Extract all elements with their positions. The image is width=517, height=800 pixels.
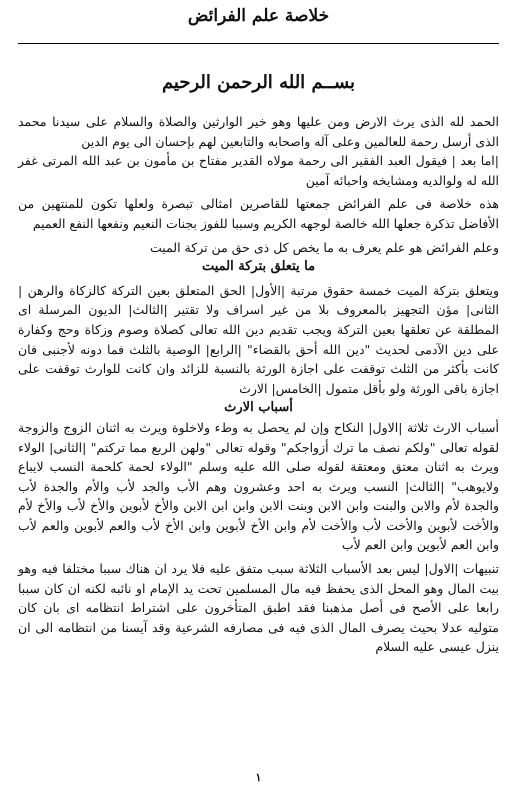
header-divider bbox=[18, 43, 499, 44]
paragraph-hamdala: الحمد لله الذى يرث الارض ومن عليها وهو خير الوارثين والصلاة والسلام على سيدنا محمد الذى أرسل رحمة للعالمين وعلى آله واصحابه والتابعين لهم بإحسان الى يوم الدين bbox=[18, 114, 499, 149]
document-body bbox=[18, 112, 499, 760]
basmala-heading: بســم الله الرحمن الرحيم bbox=[161, 72, 356, 93]
section-heading-estate: ما يتعلق بتركة الميت bbox=[201, 259, 316, 275]
paragraph-causes: أسباب الارث ثلاثة |الاول| النكاح وإن لم يحصل به وطء ولاخلوة ويرث به اثنان الزوج والزوجة لقوله تعالى "ولكم نصف ما ترك أزواجكم" وقوله تعالى "ولهن الربع مما تركتم" |الثانى| الولاء ويرث به اثنان معتق ومعتقة لقوله صلى الله عليه وسلم "الولاء لحمة كلحمة النسب لايباع ولايوهب" |الثالث| النسب ويرث به احد وعشرون وهم الأب والجد لأب والأم والجدة لأب والجدة لأم والابن والبنت وابن الابن وبنت الابن وابن ابن الابن والأخ لأبوين والأخ لأب والأخ لأم والأخت لأبوين والأخت لأب والأخت لأم وابن الأخ لأبوين وابن الأخ لأب والعم لأبوين والعم لأب وابن العم لأبوين وابن العم لأب bbox=[18, 419, 499, 553]
paragraph-estate-rights: ويتعلق بتركة الميت خمسة حقوق مرتبة |الأول| الحق المتعلق بعين التركة كالزكاة والرهن |الثانى| مؤن التجهيز بالمعروف بلا من غير اسراف ولا تقتير |الثالث| الديون المرسلة اى المطلقة عن تعلقها بعين التركة ويجب تقديم دين الله تعالى كصلاة وصوم وزكاة وحج وكفارة على دين الآدمى لحديث "دين الله أحق بالقضاء" |الرابع| الوصية بالثلث فما دونه لأجنبى فان كانت بأكثر من الثلث توقفت على اجازة الورثة بالنسبة للزائد وان كانت للوارث توقفت على اجازة باقى الورثة ولو بأقل متمول |الخامس| الارث bbox=[18, 282, 499, 396]
page-number: ١ bbox=[255, 771, 262, 784]
paragraph-notes: تنبيهات |الاول| ليس بعد الأسباب الثلاثة سبب متفق عليه فلا يرد ان هناك سببا مختلفا فيه وهو بيت المال وهو المحل الذى يحفظ فيه مال المسلمين تحت يد الإمام او نائبه لكنه ان كان سببا رابعا على الأصح فى أصل مذهبنا فقد اطبق المتأخرون على اشتراط انتظامه اى بان كان متوليه عدلا بحيث يصرف المال الذى فيه فى مصارفه الشرعية وقد آيسنا من انتظامه الى ان ينزل عيسى عليه السلام bbox=[18, 561, 499, 655]
paragraph-definition: وعلم الفرائض هو علم يعرف به ما يخص كل ذى حق من تركة الميت bbox=[150, 239, 499, 255]
paragraph-amma-bad: |اما بعد | فيقول العبد الفقير الى رحمة مولاه القدير مفتاح بن مأمون بن عبد الله المرتى غفر الله له ولوالديه ومشايخه واحبائه آمين bbox=[18, 153, 499, 188]
paragraph-summary-intro: هذه خلاصة فى علم الفرائض جمعتها للقاصرين امثالى تبصرة ولعلها تكون للمنتهين من الأفاضل تذكرة جعلها الله خالصة لوجهه الكريم وسببا للفوز بجنات النعيم ونفعها النفع العميم bbox=[18, 196, 499, 231]
section-heading-causes: أسباب الارث bbox=[224, 400, 293, 416]
running-header-title: خلاصة علم الفرائض bbox=[187, 6, 330, 26]
